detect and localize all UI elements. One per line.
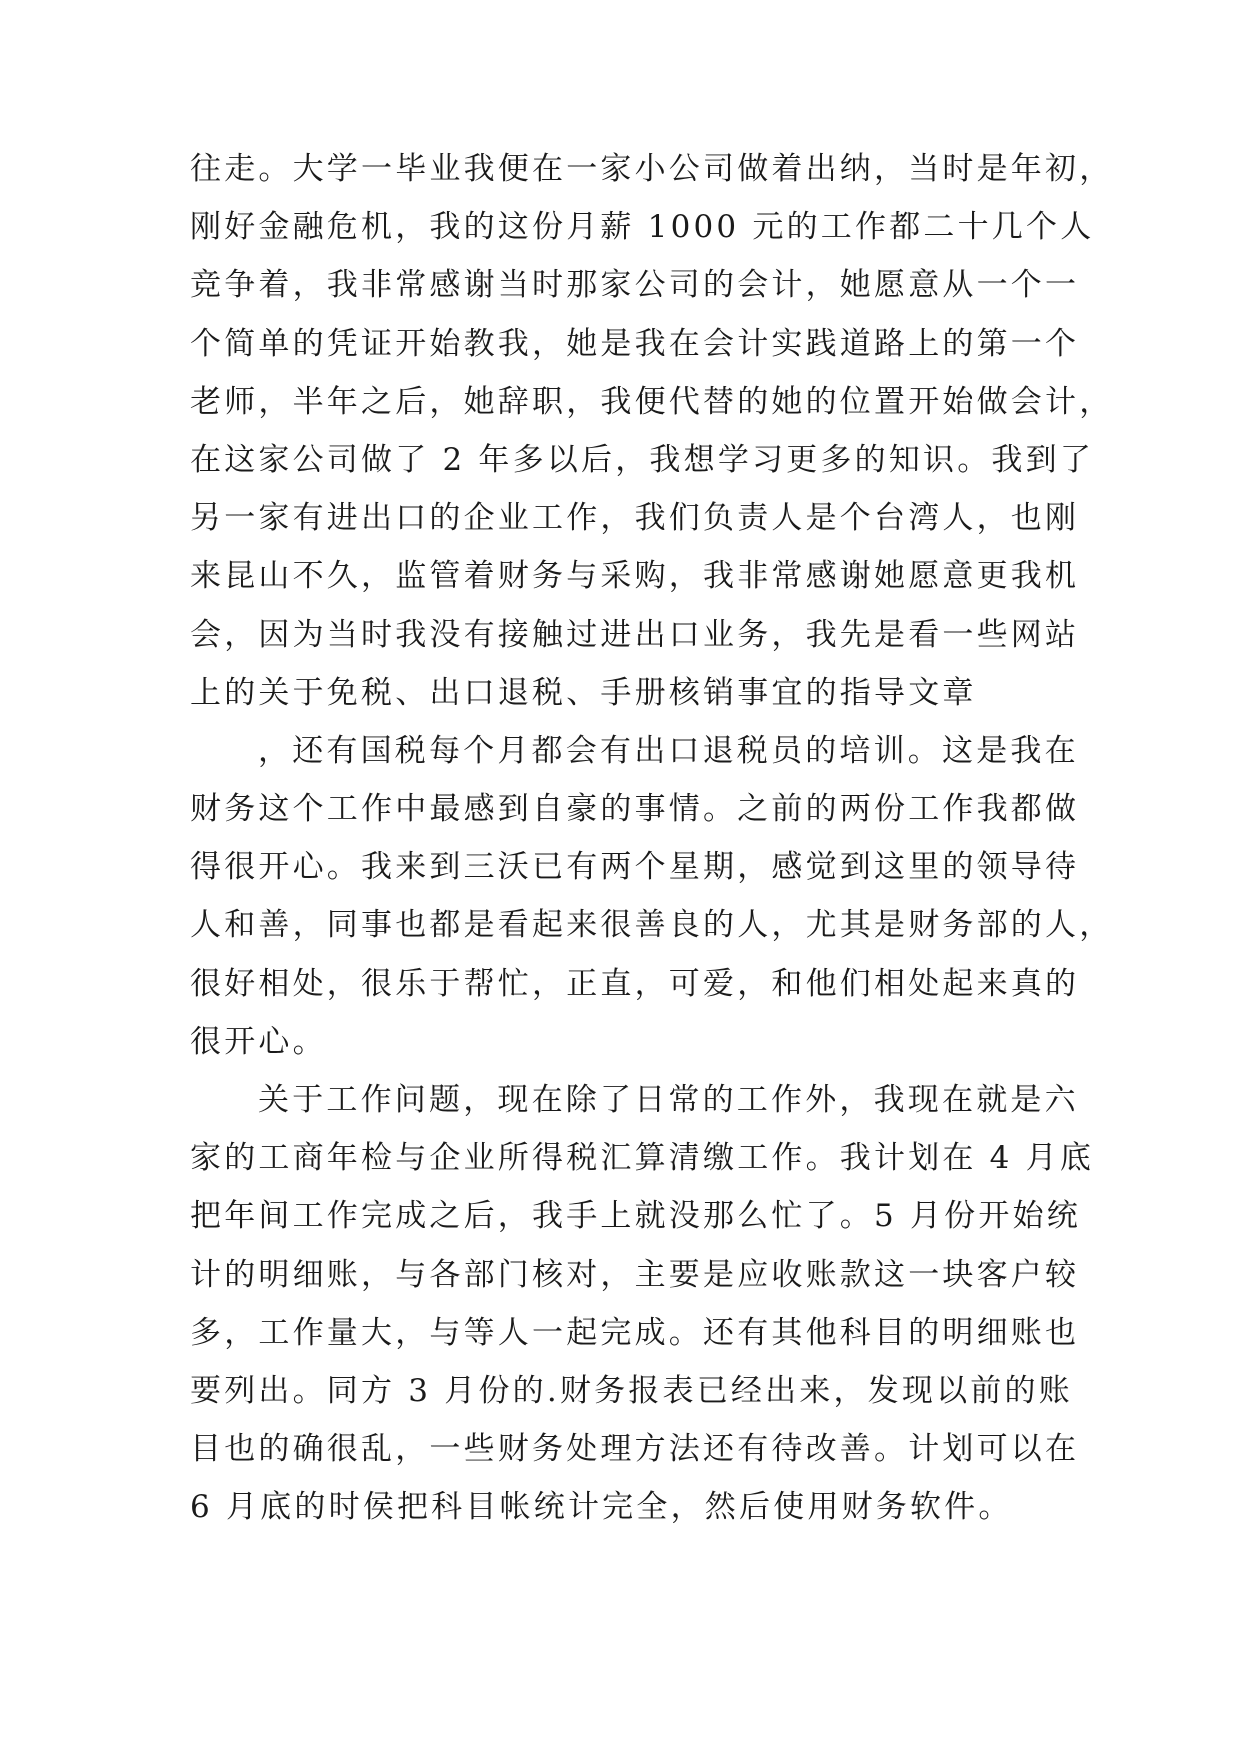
text-line: 6 月底的时侯把科目帐统计完全，然后使用财务软件。 [190, 1489, 1013, 1526]
text-line: 多，工作量大，与等人一起完成。还有其他科目的明细账也 [190, 1314, 1080, 1351]
paragraph-start-line: 关于工作问题，现在除了日常的工作外，我现在就是六 [258, 1082, 1079, 1118]
text-line: 在这家公司做了 2 年多以后，我想学习更多的知识。我到了 [190, 441, 1095, 478]
text-line: 上的关于免税、出口退税、手册核销事宜的指导文章 [190, 674, 977, 711]
text-line: 刚好金融危机，我的这份月薪 1000 元的工作都二十几个人 [190, 209, 1095, 246]
text-line: 财务这个工作中最感到自豪的事情。之前的两份工作我都做 [190, 791, 1080, 828]
text-line: 得很开心。我来到三沃已有两个星期，感觉到这里的领导待 [190, 849, 1080, 886]
text-line: 竞争着，我非常感谢当时那家公司的会计，她愿意从一个一 [190, 267, 1080, 304]
text-line: 要列出。同方 3 月份的.财务报表已经出来，发现以前的账 [190, 1372, 1073, 1409]
text-line: 另一家有进出口的企业工作，我们负责人是个台湾人，也刚 [190, 500, 1080, 537]
text-line: 个简单的凭证开始教我，她是我在会计实践道路上的第一个 [190, 325, 1080, 362]
text-line: 很开心。 [190, 1023, 327, 1060]
text-line: 把年间工作完成之后，我手上就没那么忙了。5 月份开始统 [190, 1198, 1081, 1235]
text-line: 来昆山不久，监管着财务与采购，我非常感谢她愿意更我机 [190, 558, 1080, 595]
text-line: 会，因为当时我没有接触过进出口业务，我先是看一些网站 [190, 616, 1080, 653]
text-line: 计的明细账，与各部门核对，主要是应收账款这一块客户较 [190, 1256, 1080, 1293]
text-line: 家的工商年检与企业所得税汇算清缴工作。我计划在 4 月底 [190, 1140, 1095, 1177]
text-line: 往走。大学一毕业我便在一家小公司做着出纳，当时是年初， [190, 151, 1114, 187]
text-line: 很好相处，很乐于帮忙，正直，可爱，和他们相处起来真的 [190, 965, 1080, 1002]
text-line: 目也的确很乱，一些财务处理方法还有待改善。计划可以在 [190, 1431, 1080, 1468]
text-line: 老师，半年之后，她辞职，我便代替的她的位置开始做会计， [190, 383, 1114, 420]
text-line: 人和善，同事也都是看起来很善良的人，尤其是财务部的人， [190, 907, 1114, 944]
text-line-indented: ，还有国税每个月都会有出口退税员的培训。这是我在 [258, 732, 1079, 769]
document-body [190, 140, 1114, 1537]
